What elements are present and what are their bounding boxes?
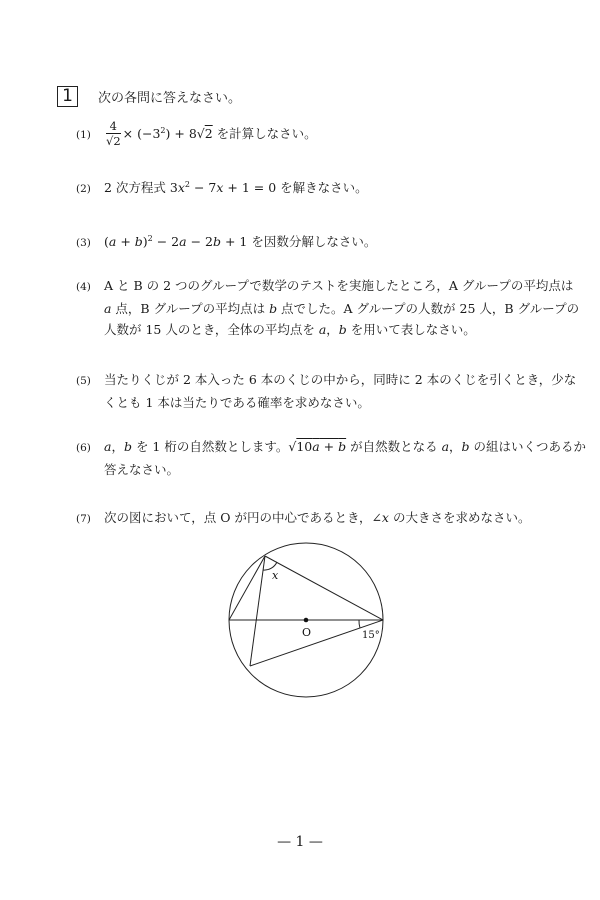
text-part: の大きさを求めなさい。 (388, 510, 531, 525)
variable: a (104, 439, 112, 454)
text-part: を 1 桁の自然数とします。 (131, 439, 289, 454)
variable: b (269, 301, 278, 316)
text-part: − 2 (152, 234, 180, 250)
question-5-line-1 (76, 369, 576, 392)
question-4-line-1 (76, 275, 579, 298)
variable: b (461, 439, 470, 454)
text-part: ， (449, 439, 462, 454)
variable: a (441, 439, 450, 454)
expression-part: × (−3 (122, 125, 161, 141)
question-5-number: (5) (76, 375, 91, 387)
angle-15-label: 15° (362, 630, 380, 641)
text-part: + (116, 234, 135, 250)
question-1-text (104, 119, 317, 148)
question-5 (76, 369, 576, 413)
chord-left-to-top (229, 556, 265, 620)
question-2 (76, 174, 368, 200)
question-3 (76, 228, 376, 254)
variable: x (216, 180, 224, 196)
fraction (106, 119, 121, 149)
variable: b (338, 322, 347, 337)
expression-part: ) + 8 (165, 125, 197, 141)
problem-instruction: 次の各問に答えなさい。 (98, 91, 242, 106)
text-part: が自然数となる (346, 439, 442, 454)
question-6-line-2: 答えなさい。 (104, 462, 180, 477)
variable: b (338, 439, 347, 454)
exponent: 2 (147, 234, 153, 243)
problem-header (57, 86, 241, 107)
variable: b (134, 234, 143, 250)
variable: b (212, 234, 221, 250)
sqrt-symbol: √ (106, 134, 114, 148)
chord-top-to-bottom (250, 556, 265, 666)
question-3-text (104, 234, 376, 249)
text-part: 点，B グループの平均点は (111, 301, 270, 316)
circle (229, 543, 383, 697)
variable: x (177, 180, 185, 196)
question-2-text (104, 180, 368, 195)
variable: a (104, 301, 112, 316)
fraction-denominator (106, 134, 121, 149)
page-number: — 1 — (277, 834, 323, 850)
variable: a (108, 234, 117, 250)
variable: a (318, 322, 327, 337)
question-6 (76, 436, 586, 480)
angle-x-label: x (272, 569, 279, 582)
text-part: + 1 を因数分解しなさい。 (220, 234, 377, 250)
question-7 (76, 507, 530, 530)
center-label-o: O (302, 626, 312, 639)
question-1-instruction: を計算しなさい。 (212, 125, 317, 141)
problem-number-box: 1 (57, 86, 78, 107)
sqrt-radicand: 2 (113, 134, 121, 148)
variable: x (381, 510, 389, 525)
text-part: ， (111, 439, 124, 454)
text-part: 点でした。A グループの人数が 25 人，B グループの (277, 301, 580, 316)
question-3-number: (3) (76, 237, 91, 250)
question-6-number: (6) (76, 442, 91, 454)
question-1 (76, 119, 317, 149)
sqrt-symbol: √ (196, 125, 205, 141)
question-7-number: (7) (76, 513, 91, 525)
text-part: ， (326, 322, 339, 337)
text-part: 次の図において，点 O が円の中心であるとき，∠ (104, 510, 382, 525)
text-part: A と B の 2 つのグループで数学のテストを実施したところ，A グループの平均点は (104, 278, 574, 293)
question-4 (76, 275, 579, 340)
text-part: 人数が 15 人のとき，全体の平均点を (104, 322, 319, 337)
text-part: ( (104, 234, 109, 250)
text-part: − 7 (190, 180, 217, 196)
question-5-line-2: くとも 1 本は当たりである確率を求めなさい。 (104, 395, 370, 410)
sqrt-symbol: √ (288, 439, 297, 454)
text-part: + (319, 439, 339, 454)
question-2-number: (2) (76, 183, 91, 196)
question-4-line-2 (76, 298, 579, 319)
text-part: ) (142, 234, 148, 250)
text-part: 2 次方程式 3 (104, 180, 178, 196)
chord-bottom-to-right (250, 620, 383, 666)
exponent: 2 (160, 125, 166, 135)
chord-top-to-right (265, 556, 383, 620)
text-part: 10 (296, 439, 313, 454)
text-part: の組はいくつあるか (469, 439, 587, 454)
fraction-numerator: 4 (106, 119, 121, 134)
angle-15-arc (359, 620, 360, 628)
question-1-number: (1) (76, 128, 91, 141)
text-part: − 2 (186, 234, 213, 250)
sqrt-radicand (296, 439, 346, 454)
text-part: + 1 = 0 を解きなさい。 (223, 180, 368, 196)
question-6-line-1 (76, 436, 586, 459)
question-4-line-3 (76, 319, 579, 340)
variable: b (123, 439, 132, 454)
text-part: 当たりくじが 2 本入った 6 本のくじの中から，同時に 2 本のくじを引くとき，少な (104, 372, 577, 387)
variable: a (179, 234, 187, 250)
center-point-o (304, 618, 309, 623)
angle-x-arc (263, 562, 277, 570)
variable: a (312, 439, 320, 454)
sqrt-radicand: 2 (204, 125, 213, 141)
exponent: 2 (184, 180, 191, 189)
question-4-number: (4) (76, 281, 91, 293)
text-part: を用いて表しなさい。 (346, 322, 476, 337)
